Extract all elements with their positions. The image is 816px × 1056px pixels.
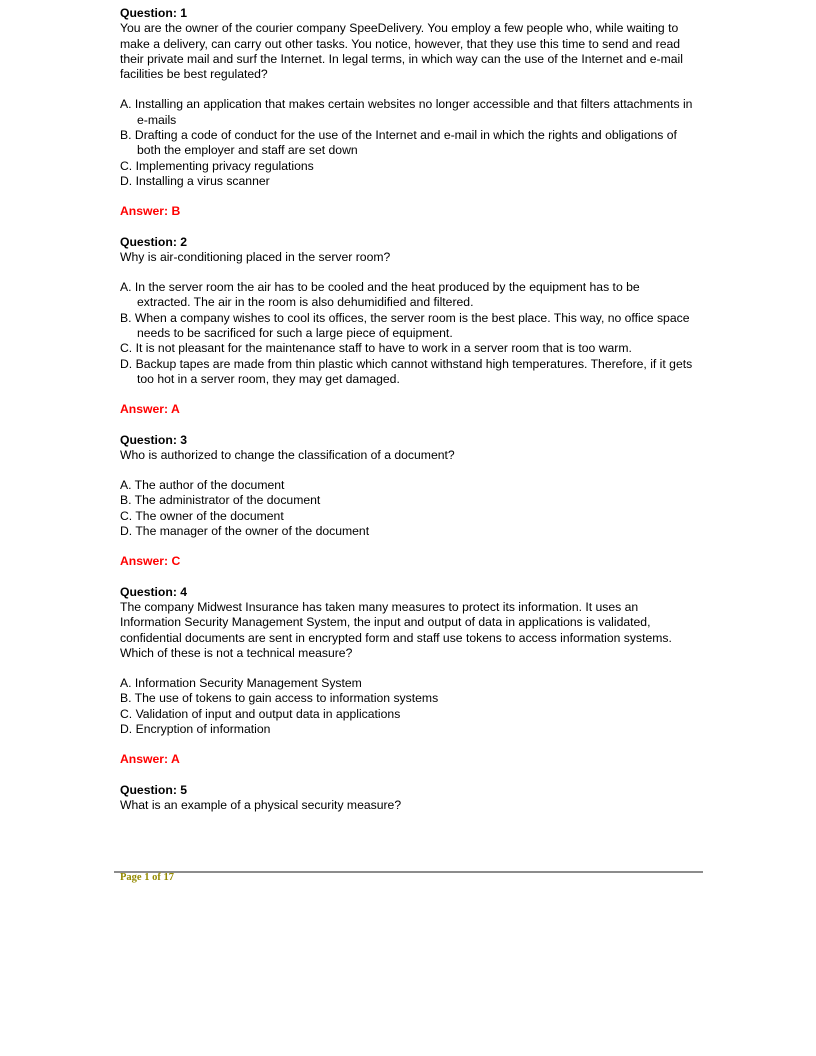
option-d: D. Backup tapes are made from thin plastic which cannot withstand high temperatures. Therefore, if it gets too hot in a server room, they may get damaged. bbox=[120, 356, 693, 386]
option-b: B. The use of tokens to gain access to information systems bbox=[120, 691, 439, 706]
question-text: You are the owner of the courier company SpeeDelivery. You employ a few people who, while waiting to make a delivery, can carry out other tasks. You notice, however, that they use this time to send and read their private mail and surf the Internet. In legal terms, in which way can the use of the Internet and e-mail facilities be best regulated? bbox=[120, 21, 683, 82]
answer-label: Answer: B bbox=[120, 204, 181, 219]
option-list bbox=[120, 97, 695, 189]
question-heading: Question: 2 bbox=[120, 234, 188, 249]
question-text: Why is air-conditioning placed in the server room? bbox=[120, 249, 391, 264]
question-heading: Question: 4 bbox=[120, 584, 188, 599]
option-b: B. The administrator of the document bbox=[120, 493, 321, 508]
option-b: B. Drafting a code of conduct for the use of the Internet and e-mail in which the rights and obligations of both the employer and staff are set down bbox=[120, 128, 677, 158]
question-5 bbox=[120, 783, 695, 814]
option-a: A. In the server room the air has to be cooled and the heat produced by the equipment has to be extracted. The air in the room is also dehumidified and filtered. bbox=[120, 280, 640, 310]
page-number: Page 1 of 17 bbox=[120, 872, 174, 883]
question-1 bbox=[120, 6, 695, 220]
document-body bbox=[120, 6, 695, 813]
option-a: A. Installing an application that makes certain websites no longer accessible and that filters attachments in e-mails bbox=[120, 97, 693, 127]
question-heading: Question: 3 bbox=[120, 432, 188, 447]
question-4 bbox=[120, 585, 695, 768]
option-list bbox=[120, 280, 695, 387]
answer-label: Answer: C bbox=[120, 554, 181, 569]
option-a: A. Information Security Management System bbox=[120, 676, 362, 691]
answer-label: Answer: A bbox=[120, 752, 180, 767]
answer-label: Answer: A bbox=[120, 402, 180, 417]
question-3 bbox=[120, 433, 695, 570]
option-list bbox=[120, 676, 695, 737]
question-2 bbox=[120, 235, 695, 418]
option-c: C. The owner of the document bbox=[120, 508, 284, 523]
question-heading: Question: 5 bbox=[120, 782, 188, 797]
option-c: C. It is not pleasant for the maintenance staff to have to work in a server room that is too warm. bbox=[120, 341, 632, 356]
question-text: What is an example of a physical security measure? bbox=[120, 797, 402, 812]
option-c: C. Implementing privacy regulations bbox=[120, 158, 314, 173]
option-a: A. The author of the document bbox=[120, 478, 285, 493]
option-d: D. Encryption of information bbox=[120, 721, 271, 736]
option-b: B. When a company wishes to cool its offices, the server room is the best place. This way, no office space needs to be sacrificed for such a large piece of equipment. bbox=[120, 310, 690, 341]
option-c: C. Validation of input and output data in applications bbox=[120, 706, 401, 721]
question-text: Who is authorized to change the classification of a document? bbox=[120, 447, 455, 462]
option-list bbox=[120, 478, 695, 539]
footer-divider bbox=[114, 871, 703, 873]
question-heading: Question: 1 bbox=[120, 6, 188, 20]
option-d: D. The manager of the owner of the document bbox=[120, 524, 370, 539]
option-d: D. Installing a virus scanner bbox=[120, 173, 270, 188]
question-text: The company Midwest Insurance has taken many measures to protect its information. It uses an Information Security Management System, the input and output of data in applications is validated, confidential documents are sent in encrypted form and staff use tokens to access information systems. Which of these is not a technical measure? bbox=[120, 599, 672, 660]
